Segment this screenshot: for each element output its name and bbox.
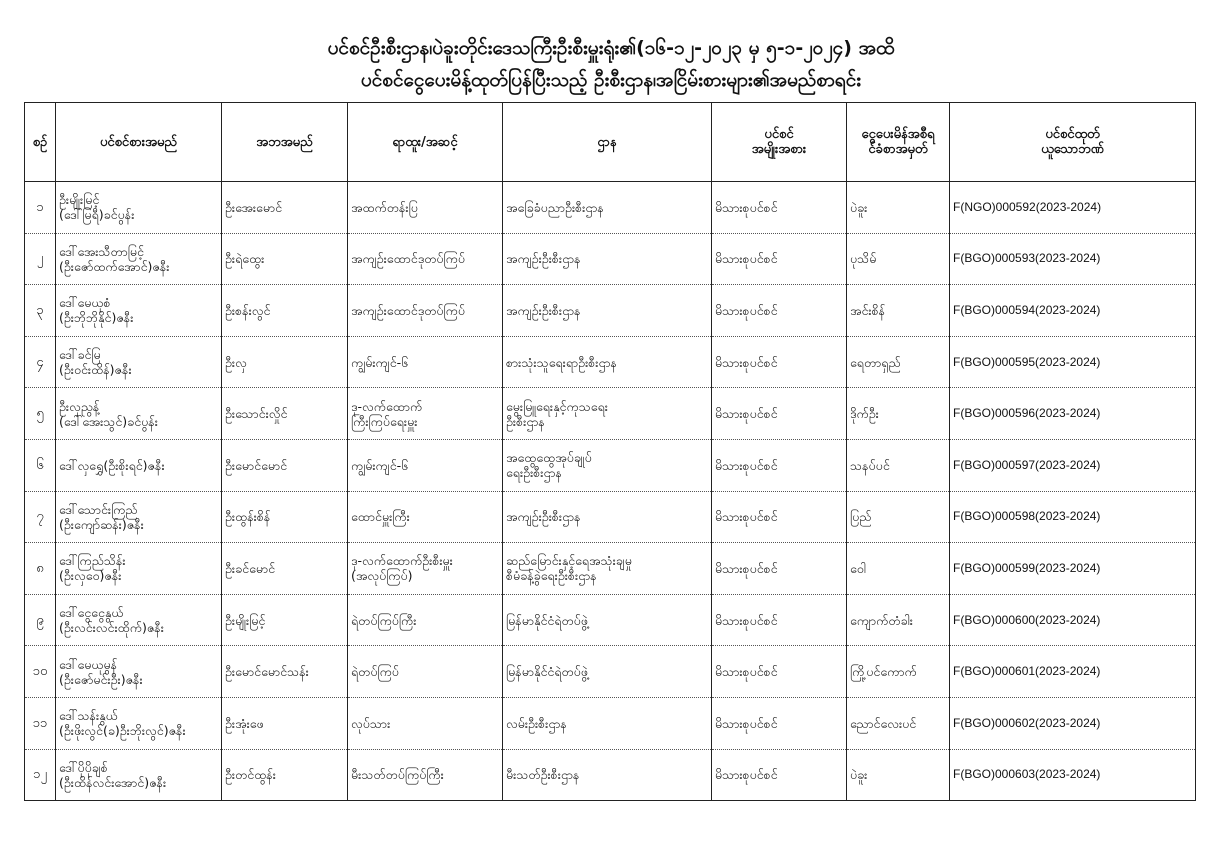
pensioner-name-line2: (ဒေါ်မြရီ)ခင်ပွန်း xyxy=(59,207,135,223)
department-line1: လမ်းဦးစီးဌာန xyxy=(506,715,567,731)
row-number-line1: ၄ xyxy=(36,354,44,370)
row-number xyxy=(25,439,56,491)
pension-type-line1: မိသားစုပင်စင် xyxy=(715,509,778,525)
rank-line1: အကျဉ်းထောင်ဒုတပ်ကြပ် xyxy=(351,302,466,318)
rank xyxy=(348,285,503,337)
department-line1: မီးသတ်ဦးစီးဌာန xyxy=(506,767,580,783)
payment-office xyxy=(847,491,950,543)
license-number-line1: F(BGO)000600(2023-2024) xyxy=(953,612,1101,627)
payment-office-line1: ဒိုက်ဦး xyxy=(850,406,879,422)
father-name-line1: ဦးအေးမောင် xyxy=(225,199,283,215)
col-header-payment-office xyxy=(847,103,950,182)
department xyxy=(503,543,712,595)
department xyxy=(503,388,712,440)
pensioner-name-line1: ဦးလှညွန့် xyxy=(59,398,100,414)
pensioner-name xyxy=(56,388,222,440)
row-number-line1: ၂ xyxy=(36,251,44,267)
pension-type-line1: မိသားစုပင်စင် xyxy=(715,354,778,370)
license-number-line1: F(NGO)000592(2023-2024) xyxy=(953,199,1102,214)
pensioner-name-line1: ဒေါ်ငွေငွေနွယ် xyxy=(59,605,124,621)
pensioner-name xyxy=(56,491,222,543)
pensioner-name-line2: (ဦးဝင်းထိန်)ဇနီး xyxy=(59,362,132,378)
col-header-rank: ရာထူး/အဆင့် xyxy=(348,103,503,182)
license-number xyxy=(950,439,1196,491)
department xyxy=(503,285,712,337)
pensioner-name-line1: ဒေါ်အေးသီတာမြင့် xyxy=(59,243,144,259)
license-number-line1: F(BGO)000602(2023-2024) xyxy=(953,715,1101,730)
rank xyxy=(348,491,503,543)
department xyxy=(503,594,712,646)
col-header-pension-type-line1: ပင်စင် xyxy=(764,127,794,142)
pensioner-name xyxy=(56,749,222,801)
father-name xyxy=(222,182,348,234)
table-row xyxy=(25,594,1196,646)
payment-office-line1: ရေတာရှည် xyxy=(850,354,901,370)
pension-type-line1: မိသားစုပင်စင် xyxy=(715,560,778,576)
row-number xyxy=(25,543,56,595)
payment-office xyxy=(847,646,950,698)
license-number xyxy=(950,543,1196,595)
department xyxy=(503,749,712,801)
father-name xyxy=(222,439,348,491)
pension-type xyxy=(712,749,847,801)
rank-line1: ကျွမ်းကျင်-၆ xyxy=(351,354,409,370)
payment-office xyxy=(847,749,950,801)
father-name xyxy=(222,749,348,801)
license-number-line1: F(BGO)000596(2023-2024) xyxy=(953,406,1101,421)
table-row xyxy=(25,439,1196,491)
rank-line1: ဒု-လက်ထောက်ဦးစီးမှူး xyxy=(351,553,453,569)
department xyxy=(503,182,712,234)
license-number xyxy=(950,182,1196,234)
pension-type-line1: မိသားစုပင်စင် xyxy=(715,612,778,628)
pensioner-name xyxy=(56,439,222,491)
father-name xyxy=(222,336,348,388)
rank xyxy=(348,233,503,285)
rank-line1: အကျဉ်းထောင်ဒုတပ်ကြပ် xyxy=(351,251,466,267)
payment-office xyxy=(847,439,950,491)
table-row xyxy=(25,697,1196,749)
father-name xyxy=(222,491,348,543)
row-number xyxy=(25,594,56,646)
table-row xyxy=(25,336,1196,388)
pensioner-name xyxy=(56,336,222,388)
rank-line1: ရဲတပ်ကြပ်ကြီး xyxy=(351,612,417,628)
license-number xyxy=(950,749,1196,801)
row-number xyxy=(25,697,56,749)
license-number-line1: F(BGO)000597(2023-2024) xyxy=(953,457,1101,472)
father-name-line1: ဦးမျိုးမြင့် xyxy=(225,612,266,628)
father-name xyxy=(222,233,348,285)
department xyxy=(503,491,712,543)
department xyxy=(503,233,712,285)
table-row xyxy=(25,182,1196,234)
father-name-line1: ဦးလှ xyxy=(225,354,247,370)
pension-type xyxy=(712,388,847,440)
pensioner-name-line2: (ဦးဖိုးလွင်(ခ)ဦးဘိုးလွင်)ဇနီး xyxy=(59,723,186,739)
payment-office-line1: အင်းစိန် xyxy=(850,302,886,318)
payment-office xyxy=(847,594,950,646)
document-title-line-1: ပင်စင်ဦးစီးဌာန၊ပဲခူးတိုင်းဒေသကြီးဦးစီးမှူးရုံး၏(၁၆-၁၂-၂၀၂၃ မှ ၅-၁-၂၀၂၄) အထိ xyxy=(327,37,895,59)
pensioner-name-line2: (ဦးကျော်ဆန်း)ဇနီး xyxy=(59,516,144,532)
license-number-line1: F(BGO)000593(2023-2024) xyxy=(953,251,1101,266)
department-line1: အကျဉ်းဦးစီးဌာန xyxy=(506,251,581,267)
pension-type-line1: မိသားစုပင်စင် xyxy=(715,302,778,318)
payment-office-line1: ကြို့ပင်ကောက် xyxy=(850,664,917,680)
rank xyxy=(348,439,503,491)
rank-line2: (အလုပ်ကြပ်) xyxy=(351,568,413,584)
license-number xyxy=(950,646,1196,698)
license-number xyxy=(950,336,1196,388)
pension-type-line1: မိသားစုပင်စင် xyxy=(715,199,778,215)
payment-office-line1: ပုသိမ် xyxy=(850,251,877,267)
table-header-row xyxy=(25,103,1196,182)
father-name xyxy=(222,646,348,698)
license-number-line1: F(BGO)000603(2023-2024) xyxy=(953,767,1101,782)
department xyxy=(503,646,712,698)
pensioner-name-line1: ဒေါ်မေယုမွန် xyxy=(59,656,118,672)
pension-type-line1: မိသားစုပင်စင် xyxy=(715,251,778,267)
department-line1: မွေးမြူရေးနှင့်ကုသရေး xyxy=(506,398,608,414)
father-name-line1: ဦးထွန်းစိန် xyxy=(225,509,271,525)
row-number-line1: ၁၀ xyxy=(32,664,48,680)
row-number xyxy=(25,285,56,337)
license-number xyxy=(950,285,1196,337)
department-line1: အကျဉ်းဦးစီးဌာန xyxy=(506,509,581,525)
license-number xyxy=(950,594,1196,646)
rank xyxy=(348,697,503,749)
father-name xyxy=(222,543,348,595)
row-number-line1: ၅ xyxy=(36,406,44,422)
payment-office xyxy=(847,182,950,234)
pensioner-name-line2: (ဒေါ်အေးသွင်)ခင်ပွန်း xyxy=(59,413,158,429)
pensioner-name-line2: (ဦးထိန်လင်းအောင်)ဇနီး xyxy=(59,774,167,790)
pensioner-name-line1: ဒေါ်ကြည်သိန်း xyxy=(59,553,126,569)
rank-line1: ထောင်မှူးကြီး xyxy=(351,509,410,525)
col-header-payment-office-line2: င်ခံစာအမှတ် xyxy=(868,142,928,157)
department xyxy=(503,336,712,388)
payment-office xyxy=(847,697,950,749)
payment-office-line1: ပြည် xyxy=(850,509,872,525)
pensioner-name-line1: ဦးမျိုးမြင့် xyxy=(59,192,100,208)
pension-type xyxy=(712,285,847,337)
pensioner-name-line2: (ဦးဇော်ထက်အောင်)ဇနီး xyxy=(59,258,170,274)
father-name-line1: ဦးမောင်မောင် xyxy=(225,457,288,473)
pension-type xyxy=(712,233,847,285)
license-number-line1: F(BGO)000598(2023-2024) xyxy=(953,509,1101,524)
row-number-line1: ၉ xyxy=(36,612,44,628)
row-number xyxy=(25,233,56,285)
rank xyxy=(348,543,503,595)
document-title-line-2: ပင်စင်ငွေပေးမိန့်ထုတ်ပြန်ပြီးသည့် ဦးစီးဌာန၊အငြိမ်းစားများ၏အမည်စာရင်း xyxy=(360,69,862,91)
payment-office-line1: ဝေါ xyxy=(850,560,866,576)
row-number-line1: ၁၂ xyxy=(33,767,47,783)
pension-type xyxy=(712,543,847,595)
payment-office xyxy=(847,233,950,285)
pensioner-name-line1: ဒေါ်ပိုပိုချစ် xyxy=(59,759,108,775)
payment-office-line1: သနပ်ပင် xyxy=(850,457,890,473)
table-row xyxy=(25,491,1196,543)
rank-line1: လုပ်သား xyxy=(351,715,391,731)
pensioner-name xyxy=(56,594,222,646)
father-name-line1: ဦးခင်မောင် xyxy=(225,560,276,576)
rank-line1: ကျွမ်းကျင်-၆ xyxy=(351,457,409,473)
pensioner-name xyxy=(56,182,222,234)
pension-type-line1: မိသားစုပင်စင် xyxy=(715,715,778,731)
department-line1: မြန်မာနိုင်ငံရဲတပ်ဖွဲ့ xyxy=(506,612,588,628)
row-number xyxy=(25,388,56,440)
father-name xyxy=(222,285,348,337)
father-name-line1: ဦးအုံးဖေ xyxy=(225,715,264,731)
department-line1: အထွေထွေအုပ်ချုပ် xyxy=(506,450,592,466)
table-row xyxy=(25,388,1196,440)
father-name-line1: ဦးစန်းလွင် xyxy=(225,302,271,318)
col-header-father: အဘအမည် xyxy=(222,103,348,182)
father-name-line1: ဦးရဲထွေး xyxy=(225,251,265,267)
row-number xyxy=(25,491,56,543)
rank-line1: မီးသတ်တပ်ကြပ်ကြီး xyxy=(351,767,444,783)
row-number-line1: ၈ xyxy=(36,560,44,576)
license-number-line1: F(BGO)000595(2023-2024) xyxy=(953,354,1101,369)
license-number-line1: F(BGO)000599(2023-2024) xyxy=(953,560,1101,575)
payment-office-line1: ညောင်လေးပင် xyxy=(850,715,917,731)
pension-type xyxy=(712,646,847,698)
payment-office-line1: ပဲခူး xyxy=(850,767,868,783)
father-name xyxy=(222,697,348,749)
pension-type-line1: မိသားစုပင်စင် xyxy=(715,767,778,783)
table-row xyxy=(25,233,1196,285)
pension-type-line1: မိသားစုပင်စင် xyxy=(715,664,778,680)
father-name xyxy=(222,388,348,440)
row-number xyxy=(25,182,56,234)
license-number xyxy=(950,491,1196,543)
rank xyxy=(348,646,503,698)
department-line2: ဦးစီးဌာန xyxy=(506,413,545,429)
pension-type xyxy=(712,697,847,749)
department-line1: စားသုံးသူရေးရာဦးစီးဌာန xyxy=(506,354,617,370)
rank xyxy=(348,336,503,388)
pension-type-line1: မိသားစုပင်စင် xyxy=(715,457,778,473)
pension-type xyxy=(712,182,847,234)
department-line2: စီမံခန့်ခွဲရေးဦးစီးဌာန xyxy=(506,568,597,584)
pensioner-name-line2: (ဦးလင်းလင်းထိုက်)ဇနီး xyxy=(59,620,164,636)
payment-office xyxy=(847,336,950,388)
license-number xyxy=(950,388,1196,440)
pensioner-name-line2: (ဦးဘိုဘိုနိုင်)ဇနီး xyxy=(59,310,134,326)
rank xyxy=(348,749,503,801)
table-row xyxy=(25,749,1196,801)
col-header-department: ဌာန xyxy=(503,103,712,182)
row-number xyxy=(25,646,56,698)
table-row xyxy=(25,285,1196,337)
pensioner-name-line1: ဒေါ်လှရွှေ(ဦးစိုးရင်)ဇနီး xyxy=(59,457,165,473)
rank xyxy=(348,182,503,234)
rank xyxy=(348,388,503,440)
pensioner-name xyxy=(56,233,222,285)
department-line2: ရေးဦးစီးဌာန xyxy=(506,465,562,481)
row-number xyxy=(25,336,56,388)
col-header-name: ပင်စင်စားအမည် xyxy=(56,103,222,182)
department xyxy=(503,697,712,749)
pension-type xyxy=(712,439,847,491)
rank-line1: ဒု-လက်ထောက် xyxy=(351,398,423,414)
payment-office-line1: ကျောက်တံခါး xyxy=(850,612,913,628)
row-number-line1: ၇ xyxy=(36,509,44,525)
father-name xyxy=(222,594,348,646)
payment-office-line1: ပဲခူး xyxy=(850,199,868,215)
pensioner-name xyxy=(56,285,222,337)
row-number-line1: ၆ xyxy=(36,457,44,473)
pension-type-line1: မိသားစုပင်စင် xyxy=(715,406,778,422)
row-number-line1: ၁၁ xyxy=(32,715,48,731)
table-row xyxy=(25,646,1196,698)
col-header-pension-type xyxy=(712,103,847,182)
col-header-no: စဉ် xyxy=(25,103,56,182)
father-name-line1: ဦးသောင်းလှိုင် xyxy=(225,406,288,422)
department-line1: အကျဉ်းဦးစီးဌာန xyxy=(506,302,581,318)
payment-office xyxy=(847,285,950,337)
rank-line1: အထက်တန်းပြ xyxy=(351,199,418,215)
pensioner-name xyxy=(56,697,222,749)
pensioner-name xyxy=(56,543,222,595)
row-number xyxy=(25,749,56,801)
payment-office xyxy=(847,543,950,595)
license-number xyxy=(950,697,1196,749)
pensioner-name-line1: ဒေါ်မေယုစံ xyxy=(59,295,111,311)
payment-office xyxy=(847,388,950,440)
col-header-payment-office-line1: ငွေပေးမိန်အစီရ xyxy=(861,127,935,142)
department xyxy=(503,439,712,491)
pension-type xyxy=(712,594,847,646)
pension-type xyxy=(712,491,847,543)
col-header-pension-type-line2: အမျိုးအစား xyxy=(751,142,807,157)
pensioner-name-line1: ဒေါ်ခင်မြ xyxy=(59,347,101,363)
pensioner-name-line2: (ဦးလှဝေ)ဇနီး xyxy=(59,568,122,584)
pensioner-name-line1: ဒေါ်သောင်းကြည် xyxy=(59,501,138,517)
father-name-line1: ဦးမောင်မောင်သန်း xyxy=(225,664,309,680)
row-number-line1: ၃ xyxy=(36,302,44,318)
col-header-license-no-line1: ပင်စင်ထုတ် xyxy=(1045,127,1100,142)
department-line1: အခြေခံပညာဦးစီးဌာန xyxy=(506,199,604,215)
pensioner-table xyxy=(24,102,1196,801)
pension-type xyxy=(712,336,847,388)
col-header-license-no-line2: ယူသောဘဏ် xyxy=(1041,142,1104,157)
department-line1: ဆည်မြောင်းနှင့်ရေအသုံးချမှု xyxy=(506,553,632,569)
rank-line1: ရဲတပ်ကြပ် xyxy=(351,664,399,680)
license-number-line1: F(BGO)000594(2023-2024) xyxy=(953,302,1101,317)
pensioner-name xyxy=(56,646,222,698)
col-header-license-no xyxy=(950,103,1196,182)
father-name-line1: ဦးတင်ထွန်း xyxy=(225,767,276,783)
rank xyxy=(348,594,503,646)
license-number-line1: F(BGO)000601(2023-2024) xyxy=(953,664,1101,679)
table-row xyxy=(25,543,1196,595)
pensioner-name-line1: ဒေါ်သန်းနွယ် xyxy=(59,708,118,724)
pensioner-name-line2: (ဦးဇော်မင်းဦး)ဇနီး xyxy=(59,671,143,687)
rank-line2: ကြီးကြပ်ရေးမှူး xyxy=(351,413,418,429)
license-number xyxy=(950,233,1196,285)
department-line1: မြန်မာနိုင်ငံရဲတပ်ဖွဲ့ xyxy=(506,664,588,680)
row-number-line1: ၁ xyxy=(36,199,44,215)
